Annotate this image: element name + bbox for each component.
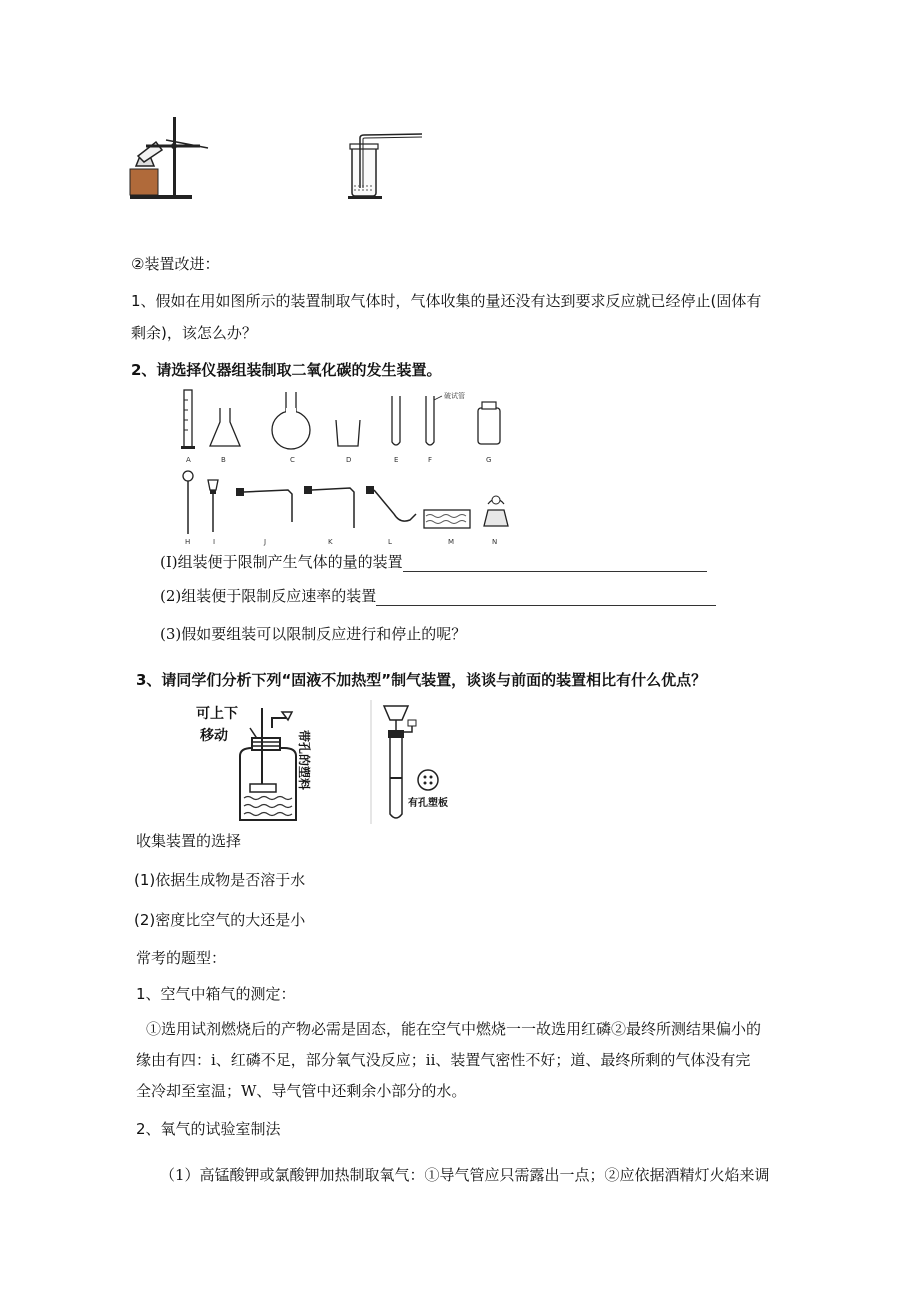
- svg-text:M: M: [448, 538, 455, 546]
- svg-text:H: H: [185, 538, 191, 546]
- apparatus-selection-figure: [180, 386, 520, 548]
- gas-collection-bottle-figure: [346, 128, 426, 202]
- svg-text:移动: 移动: [200, 728, 228, 744]
- common-heading: 常考的题型：: [136, 949, 227, 967]
- answer-blank-a[interactable]: [403, 557, 707, 572]
- svg-text:K: K: [328, 538, 333, 546]
- svg-text:有孔塑板: 有孔塑板: [408, 798, 448, 809]
- perforated-plate-generator-figure: [368, 700, 452, 824]
- svg-text:带孔的塑料: 带孔的塑料: [297, 730, 311, 791]
- collection-heading: 收集装置的选择: [136, 832, 242, 850]
- answer-blank-b[interactable]: [376, 591, 716, 606]
- svg-text:L: L: [388, 538, 392, 546]
- svg-text:F: F: [428, 456, 433, 464]
- svg-text:A: A: [186, 456, 191, 464]
- improve-heading: ②装置改进：: [131, 255, 220, 273]
- broken-tube-note: 破试管: [444, 392, 465, 400]
- svg-text:N: N: [492, 538, 498, 546]
- common-item-1-line-1: ①选用试剂燃烧后的产物必需是固态，能在空气中燃烧一一故选用红磷②最终所测结果偏小的: [146, 1020, 762, 1038]
- collection-item-2: (2)密度比空气的大还是小: [134, 911, 306, 929]
- question-1-line-1: 1、假如在用如图所示的装置制取气体时，气体收集的量还没有达到要求反应就已经停止(固体有: [131, 292, 762, 310]
- question-2-part-c: (3)假如要组装可以限制反应进行和停止的呢？: [160, 625, 467, 643]
- common-item-2-line-1: （1）高锰酸钾或氯酸钾加热制取氧气：①导气管应只需露出一点；②应依据酒精灯火焰来调: [160, 1166, 770, 1184]
- question-1-line-2: 剩余)，该怎么办？: [131, 324, 257, 342]
- svg-text:D: D: [346, 456, 352, 464]
- common-item-1-title: 1、空气中箱气的测定：: [136, 985, 296, 1003]
- question-3: 3、请同学们分析下列“固液不加热型”制气装置，谈谈与前面的装置相比有什么优点？: [136, 671, 707, 689]
- question-2-part-b: (2)组装便于限制反应速率的装置: [160, 586, 716, 606]
- svg-text:可上下: 可上下: [196, 706, 238, 722]
- apparatus-a: [181, 390, 195, 449]
- adjustable-generator-figure: [188, 700, 326, 824]
- svg-text:B: B: [221, 456, 226, 464]
- svg-text:I: I: [213, 538, 216, 546]
- question-2-part-a: (I)组装便于限制产生气体的量的装置: [160, 552, 707, 572]
- common-item-2-title: 2、氧气的试验室制法: [136, 1120, 281, 1138]
- svg-text:G: G: [486, 456, 492, 464]
- common-item-1-line-3: 全冷却至室温；W、导气管中还剩余小部分的水。: [136, 1082, 467, 1100]
- svg-text:C: C: [290, 456, 295, 464]
- common-item-1-line-2: 缘由有四：i、红磷不足，部分氧气没反应；ii、装置气密性不好；道、最终所剩的气体没有完: [136, 1051, 751, 1069]
- svg-text:E: E: [394, 456, 399, 464]
- collection-item-1: (1)依据生成物是否溶于水: [134, 871, 306, 889]
- question-2: 2、请选择仪器组装制取二氧化碳的发生装置。: [131, 361, 442, 379]
- heating-apparatus-figure: [126, 112, 216, 202]
- svg-text:J: J: [264, 538, 267, 546]
